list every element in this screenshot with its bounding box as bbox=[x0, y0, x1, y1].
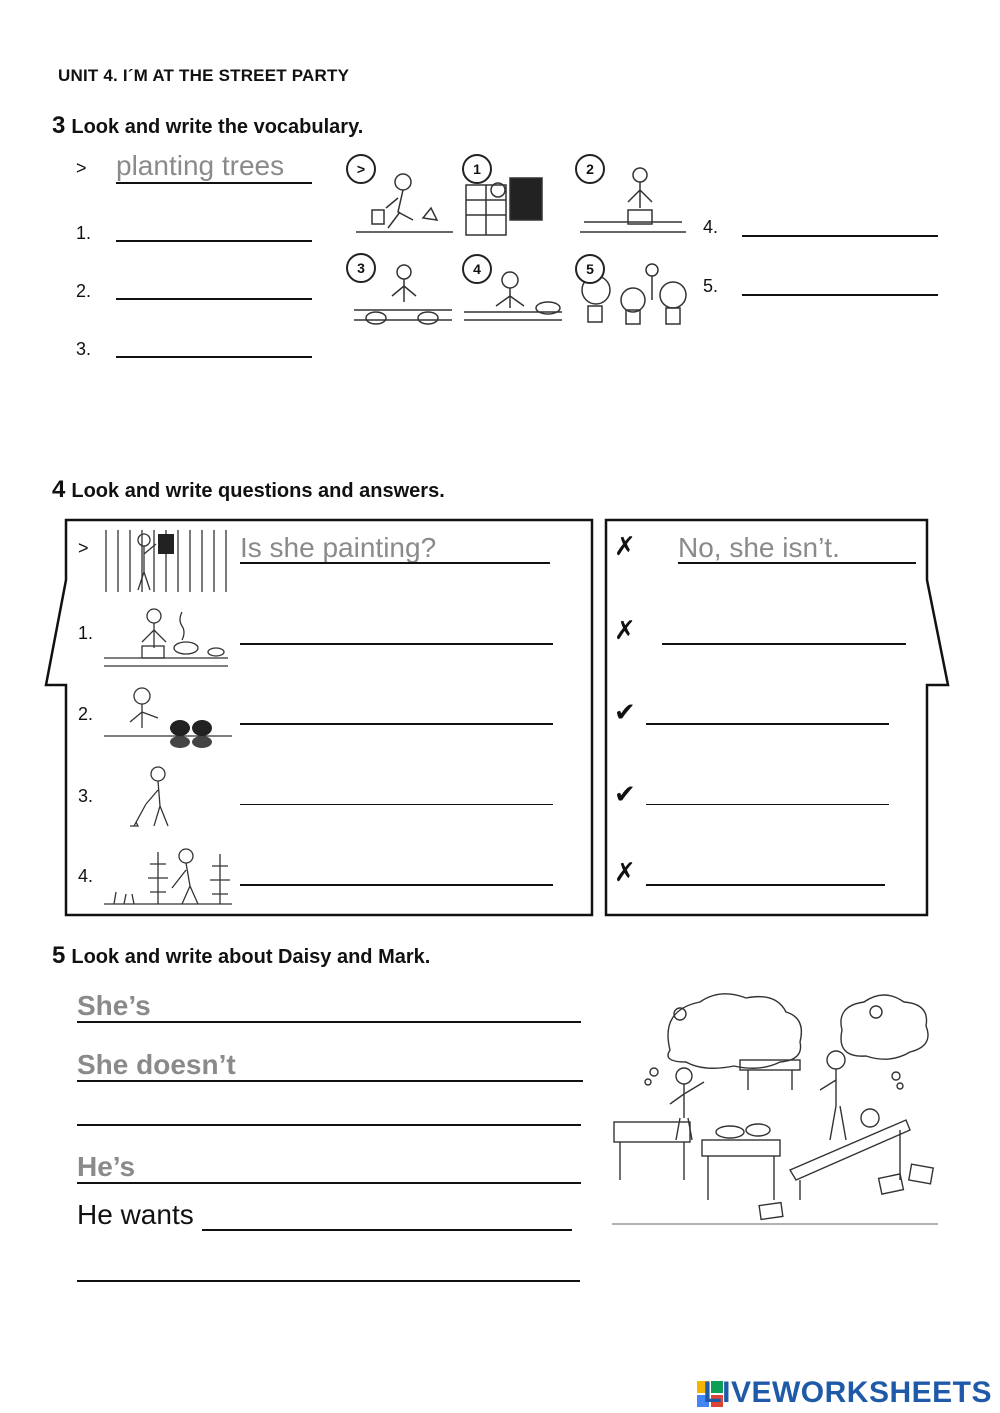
ex3-pic-label-3: 3 bbox=[346, 253, 376, 283]
ex4-row-label-2: 2. bbox=[78, 704, 94, 724]
ex4-question-input-3[interactable] bbox=[240, 804, 553, 805]
ex4-picture-painting-icon bbox=[104, 528, 229, 594]
ex5-writing-line-5[interactable] bbox=[202, 1229, 572, 1231]
exercise-3-instruction: Look and write the vocabulary. bbox=[71, 116, 364, 138]
ex3-answer-input-1[interactable] bbox=[116, 240, 312, 242]
ex4-row-1-cross-icon: ✗ bbox=[614, 616, 636, 646]
ex4-example-cross-icon: ✗ bbox=[614, 532, 636, 562]
exercise-5-instruction: Look and write about Daisy and Mark. bbox=[71, 946, 431, 968]
ex5-writing-line-1[interactable] bbox=[77, 1021, 581, 1023]
ex5-writing-line-4[interactable] bbox=[77, 1182, 581, 1184]
ex3-item-label-4: 4. bbox=[703, 217, 719, 237]
ex5-street-party-scene bbox=[610, 990, 940, 1230]
exercise-4-instruction: Look and write questions and answers. bbox=[71, 480, 445, 502]
exercise-5-heading bbox=[52, 942, 430, 970]
ex5-line-2-prompt: She doesn’t bbox=[77, 1049, 236, 1080]
ex4-picture-cooking-icon bbox=[102, 604, 230, 672]
ex4-answer-input-1[interactable] bbox=[662, 643, 906, 645]
ex3-answer-input-2[interactable] bbox=[116, 298, 312, 300]
ex4-row-2-check-icon: ✔ bbox=[614, 698, 636, 728]
ex4-example-answer-line bbox=[678, 562, 916, 564]
ex4-question-input-1[interactable] bbox=[240, 643, 553, 645]
ex4-answer-input-2[interactable] bbox=[646, 723, 889, 725]
ex5-writing-line-3[interactable] bbox=[77, 1124, 581, 1126]
exercise-4-number: 4 bbox=[52, 476, 66, 503]
ex4-answer-input-3[interactable] bbox=[646, 804, 889, 805]
ex3-pic-label-5: 5 bbox=[575, 254, 605, 284]
ex4-picture-sweeping-icon bbox=[126, 764, 186, 834]
ex3-pic-label-4: 4 bbox=[462, 254, 492, 284]
ex5-writing-line-2[interactable] bbox=[77, 1080, 583, 1082]
ex3-pic-label-1: 1 bbox=[462, 154, 492, 184]
ex4-row-4-cross-icon: ✗ bbox=[614, 858, 636, 888]
ex4-example-marker: > bbox=[78, 538, 89, 558]
ex3-example-line bbox=[116, 182, 312, 184]
unit-title: UNIT 4. I´M AT THE STREET PARTY bbox=[58, 66, 350, 85]
ex5-line-3-prompt: He’s bbox=[77, 1151, 136, 1182]
exercise-3-heading bbox=[52, 112, 363, 140]
ex3-picture-painting-icon bbox=[466, 178, 542, 235]
ex4-picture-washing-dishes-icon bbox=[102, 684, 235, 752]
ex3-pic-label-example: > bbox=[346, 154, 376, 184]
ex4-answer-input-4[interactable] bbox=[646, 884, 885, 886]
ex3-picture-grid bbox=[348, 150, 693, 335]
ex5-line-1-prompt: She’s bbox=[77, 990, 151, 1021]
ex4-example-question: Is she painting? bbox=[240, 532, 437, 563]
happy-face-icon bbox=[870, 1006, 882, 1018]
ex4-example-question-line bbox=[240, 562, 550, 564]
ex4-question-input-4[interactable] bbox=[240, 884, 553, 886]
exercise-3-number: 3 bbox=[52, 112, 66, 139]
ex5-writing-line-6[interactable] bbox=[77, 1280, 580, 1282]
ex4-row-3-check-icon: ✔ bbox=[614, 780, 636, 810]
ex4-row-label-4: 4. bbox=[78, 866, 94, 886]
ex3-answer-input-3[interactable] bbox=[116, 356, 312, 358]
ex3-item-label-3: 3. bbox=[76, 339, 92, 359]
thought-bubble-right bbox=[841, 995, 928, 1059]
ex3-item-label-1: 1. bbox=[76, 223, 92, 243]
thought-bubble-left bbox=[668, 994, 801, 1068]
ex3-example-answer: planting trees bbox=[116, 150, 285, 181]
ex4-row-label-3: 3. bbox=[78, 786, 94, 806]
exercise-5-number: 5 bbox=[52, 942, 66, 969]
ex3-pic-label-2: 2 bbox=[575, 154, 605, 184]
ex3-answer-input-4[interactable] bbox=[742, 235, 938, 237]
ex4-example-answer: No, she isn’t. bbox=[678, 532, 840, 563]
exercise-4-heading bbox=[52, 476, 445, 504]
ex3-item-label-5: 5. bbox=[703, 276, 719, 296]
ex3-item-label-2: 2. bbox=[76, 281, 92, 301]
ex3-example-marker: > bbox=[76, 158, 87, 178]
ex3-picture-planting-icon bbox=[356, 174, 453, 232]
ex5-line-4-prompt: He wants bbox=[77, 1199, 194, 1230]
ex4-row-label-1: 1. bbox=[78, 623, 94, 643]
liveworksheets-brand[interactable]: LIVEWORKSHEETS bbox=[703, 1376, 992, 1409]
ex3-answer-input-5[interactable] bbox=[742, 294, 938, 296]
ex4-picture-gardening-icon bbox=[102, 842, 234, 908]
ex4-question-input-2[interactable] bbox=[240, 723, 553, 725]
